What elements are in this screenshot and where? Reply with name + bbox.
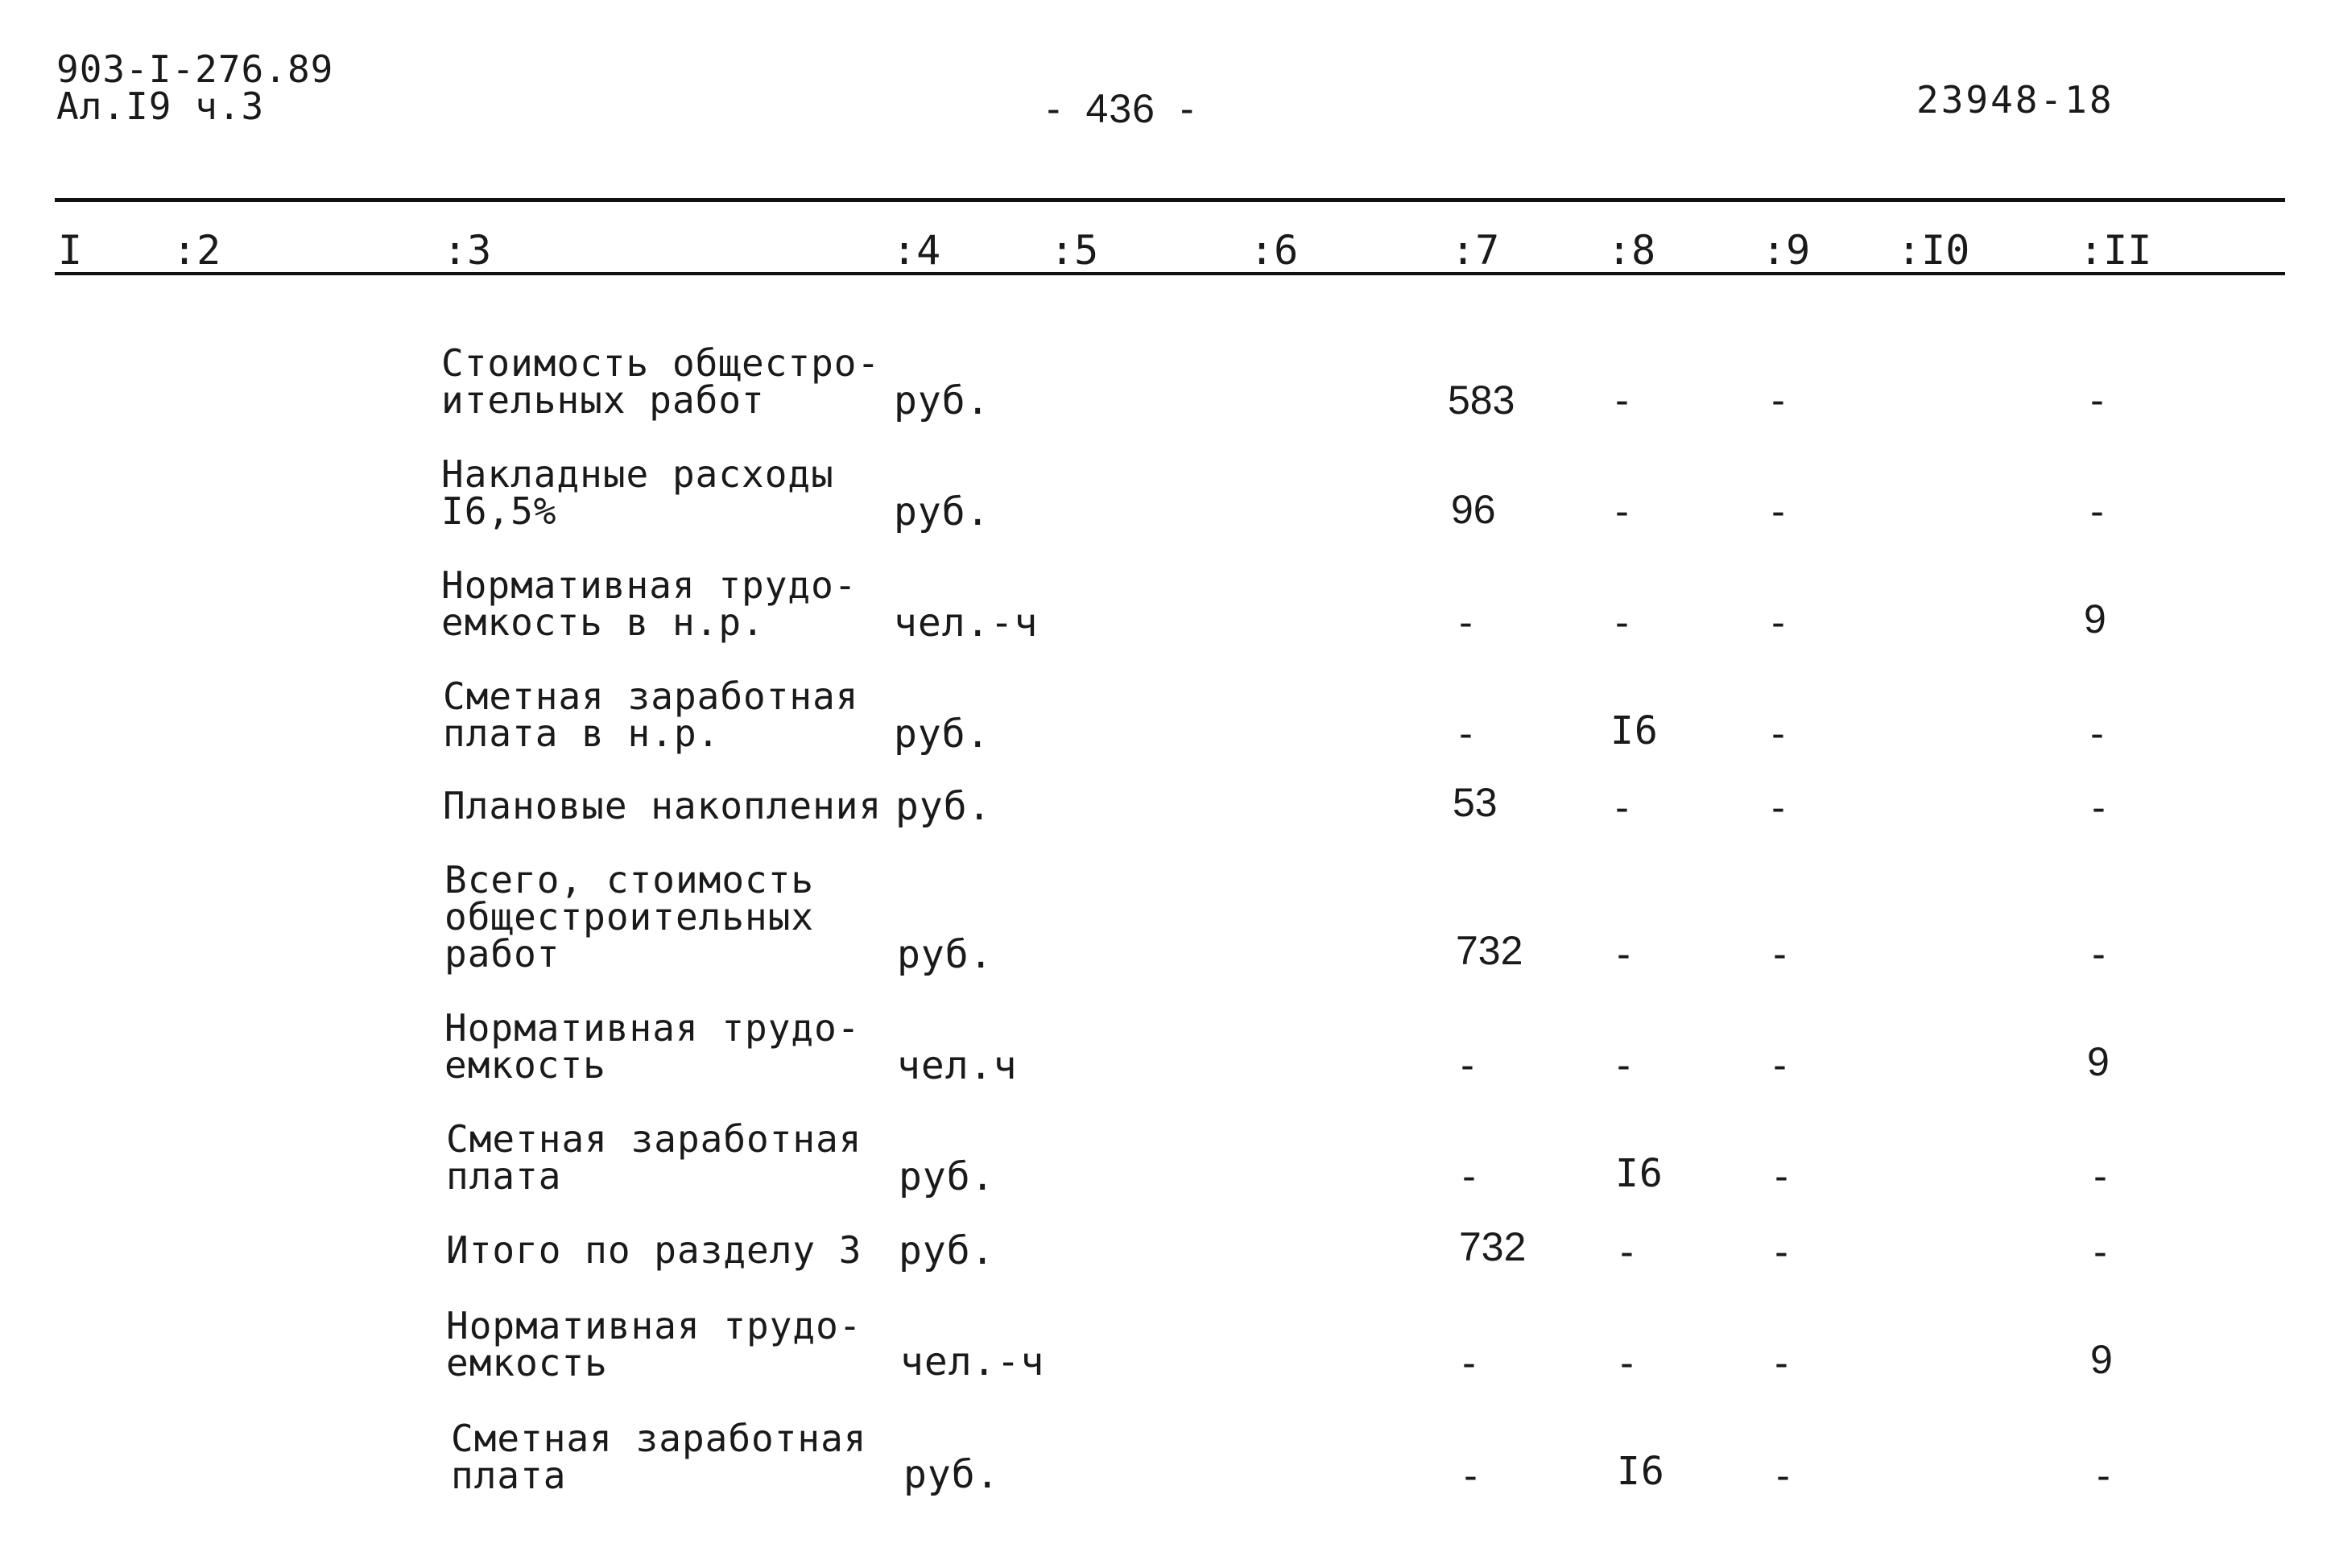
cell-col9: - [1767,600,1791,646]
row-unit: руб. [903,1452,1000,1497]
cell-col11: - [2089,1154,2113,1199]
column-header-2: :2 [172,227,221,274]
sheet-label: Ал.I9 ч.3 [56,85,265,128]
cell-col11: - [2085,489,2110,534]
cell-col7: - [1459,1454,1483,1499]
cell-col11: - [2087,932,2111,977]
row-description: Стоимость общестро- ительных работ [441,341,881,422]
column-header-3: :3 [443,227,492,274]
cell-col8: - [1615,1230,1639,1275]
cell-col9: - [1770,1154,1794,1199]
cell-col11: 9 [2087,1039,2110,1084]
cell-col8: - [1615,1341,1639,1386]
column-header-10: :I0 [1897,227,1970,274]
cell-col11: 9 [2084,596,2106,642]
column-header-6: :6 [1250,227,1299,274]
cell-col8: I6 [1610,708,1659,753]
cell-col7: - [1454,600,1478,646]
cell-col9: - [1770,1341,1794,1386]
cell-col8: - [1610,786,1635,831]
column-header-4: :4 [892,227,941,274]
row-unit: руб. [899,1228,995,1273]
column-header-11: :II [2079,227,2152,274]
row-description: Всего, стоимость общестроительных работ [444,858,815,976]
cell-col8: - [1610,378,1635,423]
row-unit: чел.-ч [894,600,1039,646]
row-description: Нормативная трудо- емкость в н.р. [441,563,858,644]
cell-col8: - [1612,932,1636,977]
row-description: Итого по разделу 3 [446,1228,862,1272]
cell-col11: - [2092,1454,2116,1499]
row-description: Сметная заработная плата [446,1117,862,1198]
registration-number: 23948-18 [1916,78,2114,122]
row-unit: руб. [895,784,992,829]
cell-col9: - [1771,1454,1796,1499]
row-description: Нормативная трудо- емкость [444,1006,861,1087]
column-header-7: :7 [1451,227,1500,274]
cell-col9: - [1767,786,1791,831]
cell-col9: - [1767,489,1791,534]
row-unit: руб. [894,378,990,423]
column-header-1: I [58,227,83,274]
cell-col8: - [1610,489,1635,534]
row-unit: чел.-ч [900,1339,1045,1384]
cell-col11: - [2085,378,2110,423]
cell-col11: - [2089,1230,2113,1275]
cell-col11: - [2085,712,2110,757]
row-unit: руб. [894,489,990,534]
cell-col8: I6 [1615,1151,1664,1196]
row-description: Накладные расходы I6,5% [441,452,834,533]
cell-col9: - [1770,1230,1794,1275]
row-description: Сметная заработная плата в н.р. [443,675,859,755]
row-description: Плановые накопления [443,784,882,827]
row-unit: чел.ч [897,1043,1018,1088]
cell-col9: - [1768,1043,1792,1088]
cell-col7: 53 [1453,780,1498,825]
column-header-5: :5 [1050,227,1099,274]
table-top-rule [55,198,2285,202]
cell-col7: - [1457,1341,1482,1386]
cell-col9: - [1768,932,1792,977]
cell-col7: - [1456,1043,1480,1088]
row-description: Сметная заработная плата [451,1417,867,1497]
cell-col8: - [1612,1043,1636,1088]
row-unit: руб. [894,712,990,757]
row-unit: руб. [897,932,994,977]
cell-col7: 732 [1456,928,1523,973]
cell-col7: 96 [1451,487,1496,532]
column-header-8: :8 [1607,227,1656,274]
row-unit: руб. [899,1154,995,1199]
cell-col11: 9 [2090,1337,2113,1382]
row-description: Нормативная трудо- емкость [446,1304,862,1384]
cell-col11: - [2087,786,2111,831]
cell-col7: 732 [1459,1224,1527,1269]
cell-col7: 583 [1448,378,1515,423]
cell-col9: - [1767,378,1791,423]
cell-col9: - [1767,712,1791,757]
column-header-9: :9 [1762,227,1811,274]
page-number: - 436 - [1047,86,1195,131]
cell-col8: I6 [1617,1449,1665,1494]
cell-col7: - [1454,712,1478,757]
document-code: 903-I-276.89 [56,47,334,91]
cell-col8: - [1610,600,1635,646]
cell-col7: - [1457,1154,1482,1199]
